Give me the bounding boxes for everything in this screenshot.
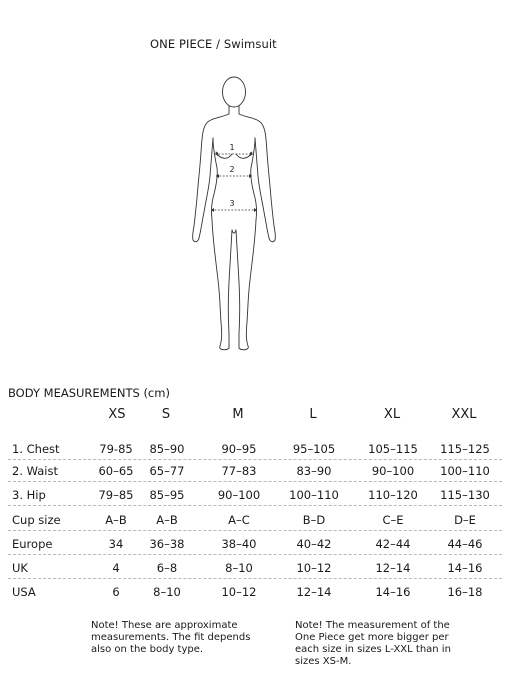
row-label: 1. Chest bbox=[12, 442, 60, 456]
cell-xxl: 14–16 bbox=[447, 561, 483, 575]
cell-xxl: 115–125 bbox=[440, 442, 490, 456]
table-row bbox=[8, 437, 502, 460]
cell-l: 12–14 bbox=[296, 585, 332, 599]
size-header-s: S bbox=[161, 407, 171, 422]
table-row bbox=[8, 556, 502, 579]
size-header-m: M bbox=[232, 407, 244, 422]
cell-m: 90–95 bbox=[221, 442, 257, 456]
cell-l: B–D bbox=[302, 513, 326, 527]
row-label: Europe bbox=[12, 537, 53, 551]
cell-xxl: 44–46 bbox=[447, 537, 483, 551]
table-row bbox=[8, 459, 502, 482]
cell-xl: 14–16 bbox=[375, 585, 411, 599]
cell-xl: 42–44 bbox=[375, 537, 411, 551]
row-label: 2. Waist bbox=[12, 464, 59, 478]
cell-xs: 79–85 bbox=[98, 488, 134, 502]
cell-xxl: 100–110 bbox=[440, 464, 490, 478]
cell-s: 85–95 bbox=[149, 488, 185, 502]
cell-xl: 110–120 bbox=[368, 488, 418, 502]
cell-xxl: 115–130 bbox=[440, 488, 490, 502]
table-row bbox=[8, 580, 502, 602]
cell-s: 85–90 bbox=[149, 442, 185, 456]
size-header-xxl: XXL bbox=[451, 407, 477, 422]
fit-note: Note! These are approximate measurements. The fit depends also on the body type. bbox=[91, 620, 251, 655]
cell-xxl: D–E bbox=[454, 513, 476, 527]
table-row bbox=[8, 532, 502, 555]
measure-label-hip: 3 bbox=[229, 199, 235, 208]
measure-label-chest: 1 bbox=[229, 143, 235, 152]
cell-xl: C–E bbox=[382, 513, 404, 527]
cell-s: 6–8 bbox=[156, 561, 178, 575]
cell-xl: 12–14 bbox=[375, 561, 411, 575]
cell-l: 83–90 bbox=[296, 464, 332, 478]
size-header-xs: XS bbox=[108, 407, 126, 422]
cell-s: A–B bbox=[156, 513, 178, 527]
cell-l: 40–42 bbox=[296, 537, 332, 551]
body-figure-illustration bbox=[180, 72, 290, 362]
sizing-note: Note! The measurement of the One Piece get more bigger per each size in sizes L-XXL than in sizes XS-M. bbox=[295, 620, 451, 667]
cell-xs: 4 bbox=[112, 561, 120, 575]
cell-m: 10–12 bbox=[221, 585, 257, 599]
cell-s: 65–77 bbox=[149, 464, 185, 478]
table-title: BODY MEASUREMENTS (cm) bbox=[8, 386, 170, 400]
cell-l: 95–105 bbox=[292, 442, 336, 456]
cell-m: 77–83 bbox=[221, 464, 257, 478]
cell-m: 90–100 bbox=[217, 488, 261, 502]
cell-m: 38–40 bbox=[221, 537, 257, 551]
row-label: USA bbox=[12, 585, 36, 599]
cell-s: 36–38 bbox=[149, 537, 185, 551]
table-row bbox=[8, 508, 502, 531]
page-title-text: ONE PIECE / Swimsuit bbox=[150, 37, 277, 51]
cell-xs: 34 bbox=[108, 537, 124, 551]
cell-xs: 60–65 bbox=[98, 464, 134, 478]
cell-l: 100–110 bbox=[289, 488, 339, 502]
cell-m: 8–10 bbox=[225, 561, 253, 575]
size-header-l: L bbox=[309, 407, 317, 422]
cell-l: 10–12 bbox=[296, 561, 332, 575]
size-header-xl: XL bbox=[383, 407, 401, 422]
row-label: UK bbox=[12, 561, 28, 575]
cell-s: 8–10 bbox=[153, 585, 181, 599]
cell-xxl: 16–18 bbox=[447, 585, 483, 599]
cell-xs: 6 bbox=[112, 585, 120, 599]
cell-xl: 105–115 bbox=[368, 442, 418, 456]
measure-label-waist: 2 bbox=[229, 165, 235, 174]
cell-xl: 90–100 bbox=[371, 464, 415, 478]
row-label: Cup size bbox=[12, 513, 61, 527]
cell-xs: A–B bbox=[105, 513, 127, 527]
table-row bbox=[8, 483, 502, 506]
cell-xs: 79-85 bbox=[99, 442, 133, 456]
cell-m: A–C bbox=[228, 513, 250, 527]
row-label: 3. Hip bbox=[12, 488, 46, 502]
